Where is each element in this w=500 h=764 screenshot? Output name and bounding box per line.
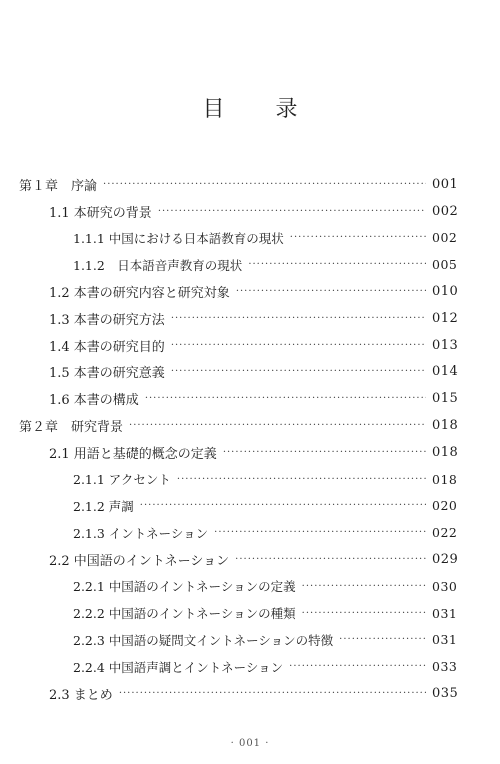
toc-entry-page-number: 010 [432,284,459,300]
toc-entry[interactable] [0,332,500,359]
toc-entry-page-number: 014 [432,364,459,380]
dot-leader [158,206,426,217]
toc-entry[interactable] [0,653,500,680]
toc-entry-page-number: 018 [432,444,459,460]
toc-entry-title: 1.2 本書の研究内容と研究対象 [49,286,230,302]
dot-leader [302,581,426,592]
toc-entry[interactable] [0,680,500,707]
toc-entry[interactable] [0,359,500,386]
toc-entry[interactable] [0,519,500,546]
dot-leader [248,259,426,270]
toc-entry[interactable] [0,225,500,252]
toc-entry-page-number: 031 [432,605,458,621]
dot-leader [119,688,426,699]
toc-entry[interactable] [0,412,500,439]
toc-entry-page-number: 002 [432,203,459,219]
toc-entry-title: 1.1.1 中国における日本語教育の現状 [73,230,284,246]
toc-entry-page-number: 001 [432,176,459,192]
dot-leader [171,366,426,377]
dot-leader [289,661,426,672]
toc-entry-title: 1.5 本書の研究意義 [49,366,165,382]
toc-entry[interactable] [0,439,500,466]
dot-leader [236,286,426,297]
toc-entry-page-number: 035 [432,686,459,702]
toc-entry[interactable] [0,493,500,520]
toc-entry-page-number: 018 [432,418,459,434]
toc-entry[interactable] [0,198,500,225]
toc-entry-title: 2.1.3 イントネーション [73,525,209,541]
dot-leader [140,500,426,511]
toc-entry-title: 1.1 本研究の背景 [49,205,152,221]
dot-leader [235,554,426,565]
toc-entry-title: 2.2.2 中国語のイントネーションの種類 [73,606,296,622]
toc-entry-title: 第１章 序論 [19,178,98,194]
toc-entry-title: 2.1.1 アクセント [73,472,171,488]
dot-leader [214,527,426,538]
dot-leader [177,474,426,485]
toc-entry[interactable] [0,305,500,332]
dot-leader [223,447,426,458]
toc-entry-title: 2.2 中国語のイントネーション [49,554,230,570]
dot-leader [145,393,426,404]
toc-entry[interactable] [0,385,500,412]
toc-entry-page-number: 015 [432,391,459,407]
toc-entry-title: 2.2.4 中国語声調とイントネーション [73,659,284,675]
page-number: · 001 · [230,738,270,749]
toc-entry-title: 1.1.2 日本語音声教育の現状 [73,257,243,273]
dot-leader [339,634,426,645]
toc-entry-title: 2.1.2 声調 [73,498,134,514]
toc-entry-page-number: 022 [432,525,458,541]
toc-entry-page-number: 031 [432,632,458,648]
toc-entry-page-number: 033 [432,659,458,675]
toc-entry-page-number: 029 [432,552,459,568]
toc-entry-title: 2.2.3 中国語の疑問文イントネーションの特徴 [73,632,334,648]
table-of-contents [0,171,500,707]
toc-entry[interactable] [0,600,500,627]
toc-entry-title: 1.3 本書の研究方法 [49,312,165,328]
toc-entry[interactable] [0,251,500,278]
toc-entry-title: 2.2.1 中国語のイントネーションの定義 [73,579,296,595]
toc-entry-page-number: 013 [432,337,459,353]
dot-leader [103,179,426,190]
toc-entry-page-number: 020 [432,498,458,514]
dot-leader [171,340,426,351]
toc-entry-title: 2.1 用語と基礎的概念の定義 [49,446,217,462]
dot-leader [302,608,426,619]
toc-entry-title: 1.6 本書の構成 [49,393,139,409]
toc-entry[interactable] [0,546,500,573]
toc-entry[interactable] [0,573,500,600]
dot-leader [290,232,426,243]
toc-entry[interactable] [0,278,500,305]
toc-entry-page-number: 030 [432,578,458,594]
toc-entry[interactable] [0,171,500,198]
toc-entry-title: 1.4 本書の研究目的 [49,339,165,355]
toc-entry-page-number: 002 [432,230,458,246]
dot-leader [129,420,426,431]
toc-entry-page-number: 012 [432,310,459,326]
toc-entry-title: 2.3 まとめ [49,688,113,704]
dot-leader [171,313,426,324]
toc-entry-page-number: 005 [432,257,458,273]
toc-entry[interactable] [0,627,500,654]
toc-entry-title: 第２章 研究背景 [19,420,124,436]
toc-entry-page-number: 018 [432,471,458,487]
page-title: 目 录 [202,97,320,122]
toc-entry[interactable] [0,466,500,493]
